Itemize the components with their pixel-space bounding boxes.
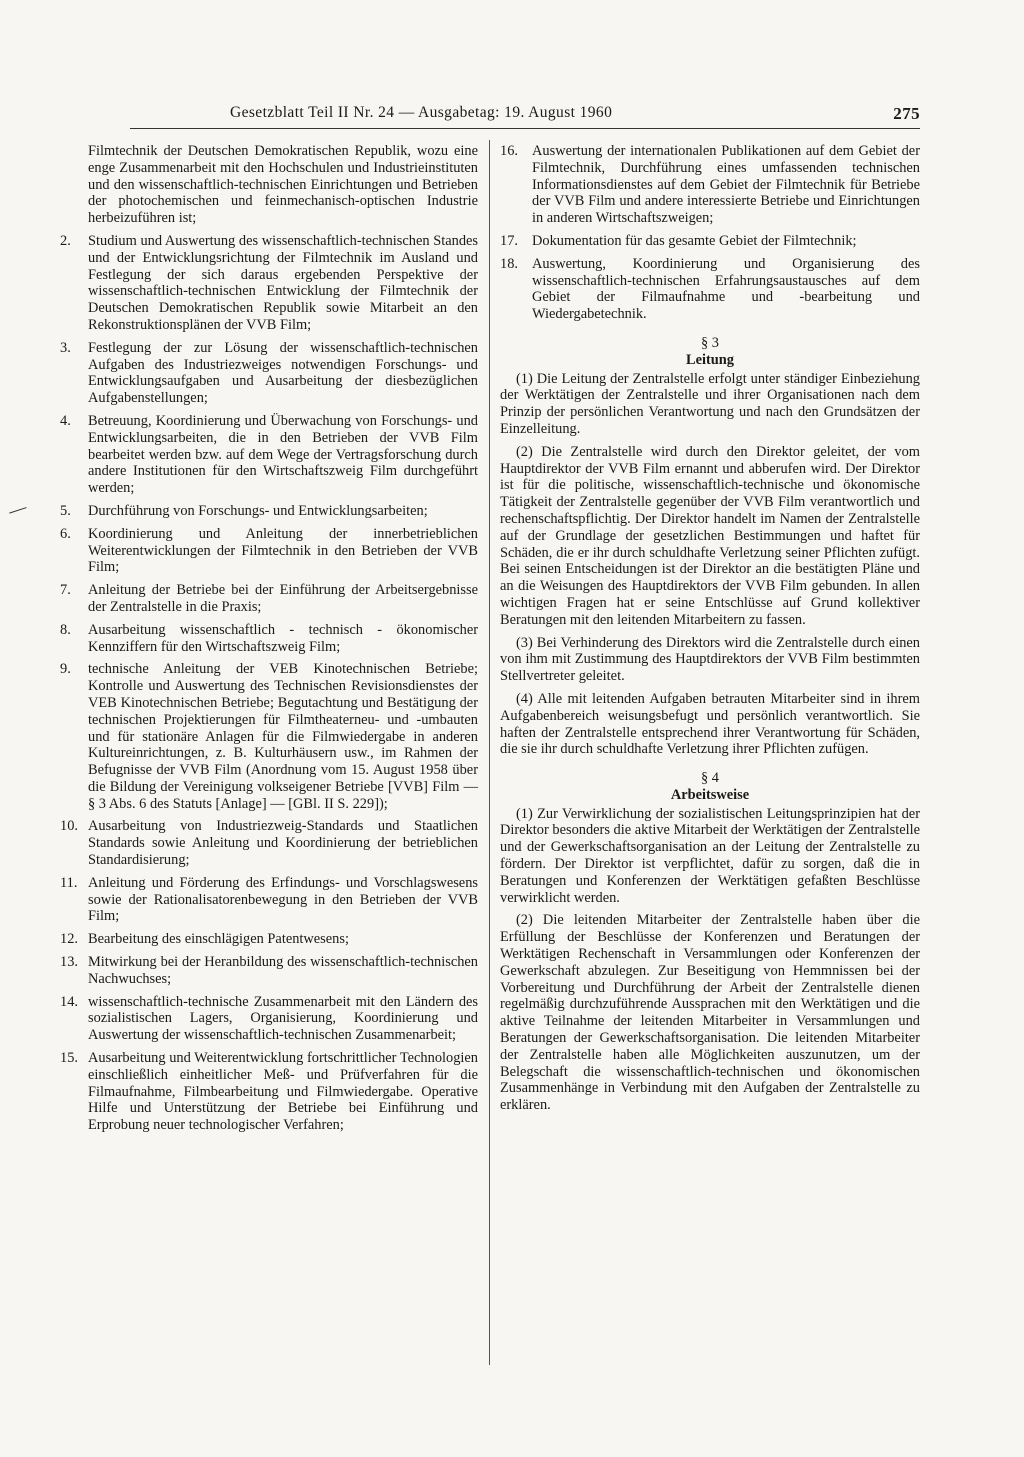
item-text: Bearbeitung des einschlägigen Patentwesens;	[88, 931, 349, 948]
list-item	[60, 661, 478, 812]
section-3-number: § 3	[701, 334, 719, 351]
list-item	[500, 143, 920, 227]
paragraph: (2) Die Zentralstelle wird durch den Direktor geleitet, der vom Hauptdirektor der VVB Film ernannt und abberufen wird. Der Direktor ist für die politische, wissenschaftlich-technische und ökonomische Tätigkeit der Zentralstelle gegenüber der VVB Film verantwortlich und rechenschaftspflichtig. Der Direktor handelt im Namen der Zentralstelle auf der Grundlage der gesetzlichen Bestimmungen und haftet für Schäden, die er ihr durch schuldhafte Verletzung seiner Pflichten zufügt. Bei seinen Entscheidungen ist der Direktor an die bestätigten Pläne und an die Weisungen des Hauptdirektors der VVB Film gebunden. In allen wichtigen Fragen hat er seine Entschlüsse auf Grund kollektiver Beratungen mit den leitenden Mitarbeitern zu fassen.	[500, 443, 920, 628]
page-number: 275	[893, 104, 920, 123]
item-number: 3.	[60, 339, 71, 356]
item-number: 12.	[60, 931, 78, 948]
item-number: 6.	[60, 525, 71, 542]
item-text: Ausarbeitung und Weiterentwicklung fortschrittlicher Technologien einschließlich einheitlicher Meß- und Prüfverfahren für die Filmaufnahme, Filmbearbeitung und Filmwiedergabe. Operative Hilfe und Unterstützung der Betriebe bei Einführung und Erprobung neuer technologischer Verfahren;	[88, 1050, 478, 1134]
item-text: Betreuung, Koordinierung und Überwachung von Forschungs- und Entwicklungsarbeiten, die in den Betrieben der VVB Film bearbeitet werden bzw. auf dem Wege der Vertragsforschung durch andere Institutionen für den Wirtschaftszweig Film durchgeführt werden;	[88, 412, 478, 497]
list-item	[60, 875, 478, 925]
section-4-number: § 4	[701, 770, 719, 787]
list-item	[60, 622, 478, 656]
page-header	[230, 104, 920, 126]
item-text: Ausarbeitung von Industriezweig-Standards und Staatlichen Standards sowie Anleitung und Koordinierung der betrieblichen Standardisierung;	[88, 818, 478, 869]
right-item-list	[500, 143, 920, 323]
item-number: 13.	[60, 954, 78, 971]
item-number: 16.	[500, 143, 518, 159]
list-item	[60, 413, 478, 497]
item-text: Festlegung der zur Lösung der wissenschaftlich-technischen Aufgaben des Industriezweiges notwendigen Forschungs- und Entwicklungsaufgaben und Ausarbeitung der diesbezüglichen Aufgabenstellungen;	[88, 339, 478, 407]
list-item	[500, 233, 920, 250]
section-3-body	[500, 371, 920, 759]
section-4-body	[500, 806, 920, 1114]
paragraph: (1) Die Leitung der Zentralstelle erfolgt unter ständiger Einbeziehung der Werktätigen der Zentralstelle und ihrer Organisationen nach dem Prinzip der persönlichen Verantwortung und nach den Grundsätzen der Einzelleitung.	[500, 370, 920, 437]
paragraph: (3) Bei Verhinderung des Direktors wird die Zentralstelle durch einen von ihm mit Zustimmung des Hauptdirektors der VVB Film bestimmten Stellvertreter geleitet.	[500, 634, 920, 685]
item-text: Durchführung von Forschungs- und Entwicklungsarbeiten;	[88, 502, 428, 519]
item-number: 10.	[60, 818, 78, 835]
section-4-title: Arbeitsweise	[670, 786, 750, 803]
item-number: 2.	[60, 232, 71, 249]
running-title: Gesetzblatt Teil II Nr. 24 — Ausgabetag: 19. August 1960	[230, 104, 613, 121]
list-item	[60, 931, 478, 948]
item-text: wissenschaftlich-technische Zusammenarbeit mit den Ländern des sozialistischen Lagers, Organisierung, Koordinierung und Auswertung der wissenschaftlich-technischen Zusammenarbeit;	[88, 993, 478, 1044]
paragraph: (2) Die leitenden Mitarbeiter der Zentralstelle haben über die Erfüllung der Beschlüsse der Konferenzen und Beratungen der Werktätigen Rechenschaft in Versammlungen oder Konferenzen der Gewerkschaft abzulegen. Zur Beseitigung von Hemmnissen bei der Vorbereitung und Durchführung der Arbeit der Zentralstelle dienen regelmäßig durchzuführende Aussprachen mit den Werktätigen und die aktive Teilnahme der leitenden Mitarbeiter in Versammlungen und Beratungen der Gewerkschaftsorganisation. Die leitenden Mitarbeiter der Zentralstelle haben alle Möglichkeiten auszunutzen, um der Belegschaft die wissenschaftlich-technischen und ökonomischen Zusammenhänge in Verbindung mit den Aufgaben der Zentralstelle zu erklären.	[500, 912, 920, 1114]
item-text: Koordinierung und Anleitung der innerbetrieblichen Weiterentwicklungen der Filmtechnik in den Betrieben der VVB Film;	[88, 525, 478, 576]
paragraph: (4) Alle mit leitenden Aufgaben betrauten Mitarbeiter sind in ihrem Aufgabenbereich weisungsbefugt und persönlich verantwortlich. Sie haften der Zentralstelle entsprechend ihrer Verantwortung für Schäden, die sie ihr durch schuldhafte Verletzung ihrer Pflichten zufügen.	[500, 690, 920, 758]
item-number: 8.	[60, 621, 71, 638]
header-rule	[130, 128, 920, 129]
item-text: Anleitung und Förderung des Erfindungs- und Vorschlagswesens sowie der Rationalisatorenbewegung in den Betrieben der VVB Film;	[88, 874, 478, 925]
item-text: Mitwirkung bei der Heranbildung des wissenschaftlich-technischen Nachwuchses;	[88, 954, 478, 987]
list-item	[60, 954, 478, 988]
item-text: Ausarbeitung wissenschaftlich - technisch - ökonomischer Kennziffern für den Wirtschaftszweig Film;	[88, 621, 478, 655]
item-number: 4.	[60, 412, 71, 429]
list-item	[60, 233, 478, 334]
section-3-title: Leitung	[686, 351, 734, 368]
list-item	[60, 340, 478, 407]
list-item	[60, 503, 478, 520]
list-item	[500, 256, 920, 323]
item-text: Studium und Auswertung des wissenschaftlich-technischen Standes und der Entwicklungsrichtung der Filmtechnik im Ausland und Festlegung der sich daraus ergebenden Perspektive der wissenschaftlich-technischen Entwicklung der Filmtechnik der Deutschen Demokratischen Republik sowie Mitarbeit an den Rekonstruktionsplänen der VVB Film;	[88, 232, 478, 333]
item-number: 9.	[60, 661, 71, 678]
item-text: Dokumentation für das gesamte Gebiet der Filmtechnik;	[532, 232, 857, 249]
paragraph: (1) Zur Verwirklichung der sozialistischen Leitungsprinzipien hat der Direktor besonders die aktive Mitarbeit der Werktätigen der Zentralstelle und der Gewerkschaftsorganisation an der Leitung der Zentralstelle zu fördern. Der Direktor ist verpflichtet, dafür zu sorgen, daß die in Beratungen und Konferenzen der Werktätigen gefaßten Beschlüsse verwirklicht werden.	[500, 805, 920, 906]
item-number: 7.	[60, 582, 71, 599]
item-text: Auswertung der internationalen Publikationen auf dem Gebiet der Filmtechnik, Durchführung eines umfassenden technischen Informationsdienstes auf dem Gebiet der Filmtechnik für Betriebe der VVB Film und andere interessierte Betriebe und Einrichtungen in anderen Wirtschaftszweigen;	[532, 143, 920, 227]
list-item	[60, 994, 478, 1044]
list-item	[60, 526, 478, 576]
item-text: Auswertung, Koordinierung und Organisierung des wissenschaftlich-technischen Erfahrungsaustausches auf dem Gebiet der Filmaufnahme und -bearbeitung und Wiedergabetechnik.	[532, 255, 920, 323]
item-continuation: Filmtechnik der Deutschen Demokratischen Republik, wozu eine enge Zusammenarbeit mit den Hochschulen und Industrieinstituten und den wissenschaftlich-technischen Einrichtungen und Betrieben der photochemischen und feinmechanisch-optischen Industrie herbeizuführen ist;	[88, 143, 478, 227]
item-number: 11.	[60, 874, 78, 891]
item-number: 5.	[60, 502, 71, 519]
list-item	[60, 582, 478, 616]
item-text: Anleitung der Betriebe bei der Einführung der Arbeitsergebnisse der Zentralstelle in die Praxis;	[88, 582, 478, 615]
list-item	[60, 818, 478, 868]
item-number: 14.	[60, 993, 78, 1010]
column-divider	[489, 140, 490, 1365]
item-number: 17.	[500, 232, 518, 249]
margin-pen-mark	[7, 501, 26, 513]
list-item	[60, 1050, 478, 1134]
left-item-list	[60, 233, 478, 1134]
left-column	[60, 143, 478, 1140]
item-number: 18.	[500, 255, 518, 272]
item-text: technische Anleitung der VEB Kinotechnischen Betriebe; Kontrolle und Auswertung des Technischen Revisionsdienstes der VEB Kinotechnischen Betriebe; Begutachtung und Bestätigung der technischen Projektierungen für Filmtheaterneu- und -umbauten und für stationäre Anlagen für die Filmwiedergabe in anderen Kultureinrichtungen, z. B. Kulturhäusern usw., im Rahmen der Befugnisse der VVB Film (Anordnung vom 15. August 1958 über die Bildung der Vereinigung volkseigener Betriebe [VVB] Film — § 3 Abs. 6 des Statuts [Anlage] — [GBl. II S. 229]);	[88, 661, 478, 812]
right-column	[500, 143, 920, 1120]
item-number: 15.	[60, 1050, 78, 1067]
